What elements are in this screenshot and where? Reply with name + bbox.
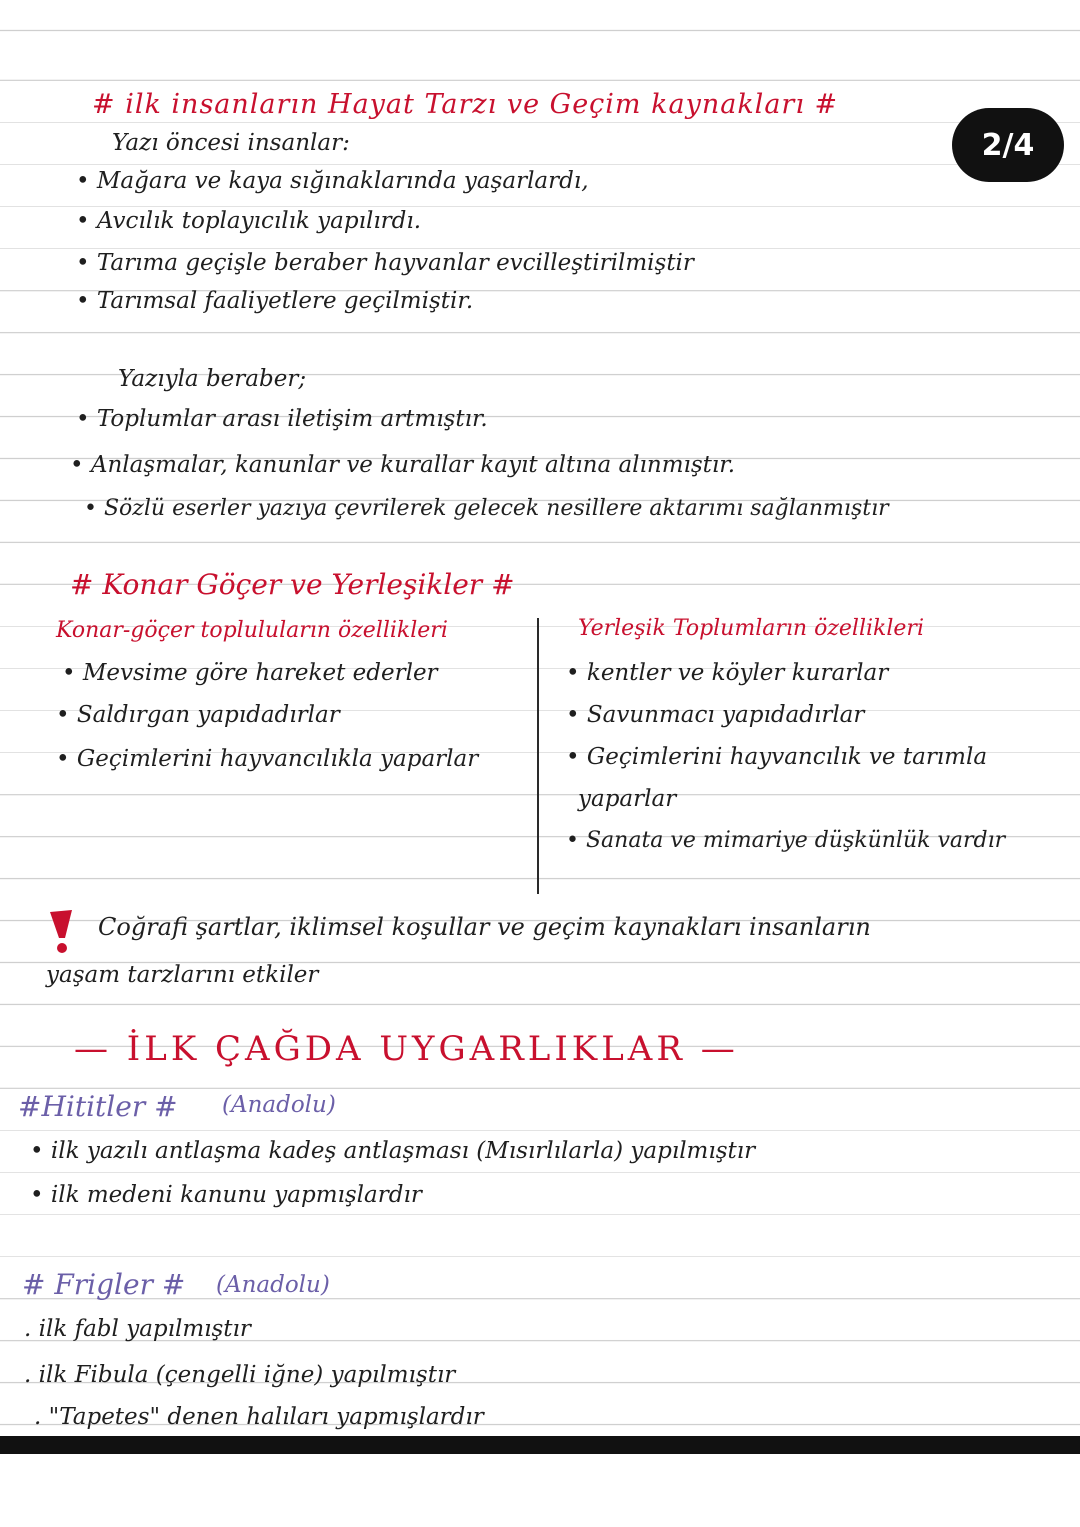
- list-item: • ilk yazılı antlaşma kadeş antlaşması (Mısırlılarla) yapılmıştır: [30, 1138, 756, 1164]
- list-item: • Mevsime göre hareket ederler: [62, 660, 438, 686]
- list-item: • Mağara ve kaya sığınaklarında yaşarlardı,: [76, 168, 589, 194]
- column-divider: [537, 618, 539, 894]
- list-item: • Tarımsal faaliyetlere geçilmiştir.: [76, 288, 474, 314]
- list-item: . ilk Fibula (çengelli iğne) yapılmıştır: [24, 1362, 456, 1388]
- list-item: • Avcılık toplayıcılık yapılırdı.: [76, 208, 422, 234]
- note-line-1: Coğrafi şartlar, iklimsel koşullar ve geçim kaynakları insanların: [98, 913, 871, 941]
- list-item: • Tarıma geçişle beraber hayvanlar evcilleştirilmiştir: [76, 250, 694, 276]
- list-item: • Geçimlerini hayvancılıkla yaparlar: [56, 746, 479, 772]
- list-item: • Sanata ve mimariye düşkünlük vardır: [566, 828, 1006, 853]
- section1-title: # ilk insanların Hayat Tarzı ve Geçim kaynakları #: [92, 89, 839, 120]
- phrygians-region: (Anadolu): [216, 1272, 330, 1298]
- list-item: . ilk fabl yapılmıştır: [24, 1316, 251, 1342]
- pre-writing-heading: Yazı öncesi insanlar:: [112, 130, 350, 156]
- list-item: • Savunmacı yapıdadırlar: [566, 702, 865, 728]
- note-line-2: yaşam tarzlarını etkiler: [46, 962, 319, 988]
- hittites-region: (Anadolu): [222, 1092, 336, 1118]
- hittites-heading: #Hititler #: [18, 1090, 178, 1123]
- list-item: • Geçimlerini hayvancılık ve tarımla: [566, 744, 988, 770]
- list-item: . "Tapetes" denen halıları yapmışlardır: [34, 1404, 484, 1430]
- phrygians-heading: # Frigler #: [22, 1268, 186, 1301]
- list-item: • Saldırgan yapıdadırlar: [56, 702, 340, 728]
- list-item: • Anlaşmalar, kanunlar ve kurallar kayıt altına alınmıştır.: [70, 452, 736, 478]
- list-item: • kentler ve köyler kurarlar: [566, 660, 889, 686]
- right-column-heading: Yerleşik Toplumların özellikleri: [578, 616, 924, 641]
- page-indicator-badge: 2/4: [952, 108, 1064, 182]
- list-item: yaparlar: [578, 786, 677, 812]
- left-column-heading: Konar-göçer topluluların özellikleri: [56, 618, 448, 643]
- bottom-bar: [0, 1436, 1080, 1454]
- exclamation-icon: [46, 908, 76, 954]
- with-writing-heading: Yazıyla beraber;: [118, 366, 307, 392]
- section2-title: # Konar Göçer ve Yerleşikler #: [70, 568, 515, 601]
- list-item: • Sözlü eserler yazıya çevrilerek gelecek nesillere aktarımı sağlanmıştır: [84, 496, 889, 521]
- list-item: • ilk medeni kanunu yapmışlardır: [30, 1182, 422, 1208]
- section3-title: — İLK ÇAĞDA UYGARLIKLAR —: [74, 1029, 739, 1069]
- list-item: • Toplumlar arası iletişim artmıştır.: [76, 406, 488, 432]
